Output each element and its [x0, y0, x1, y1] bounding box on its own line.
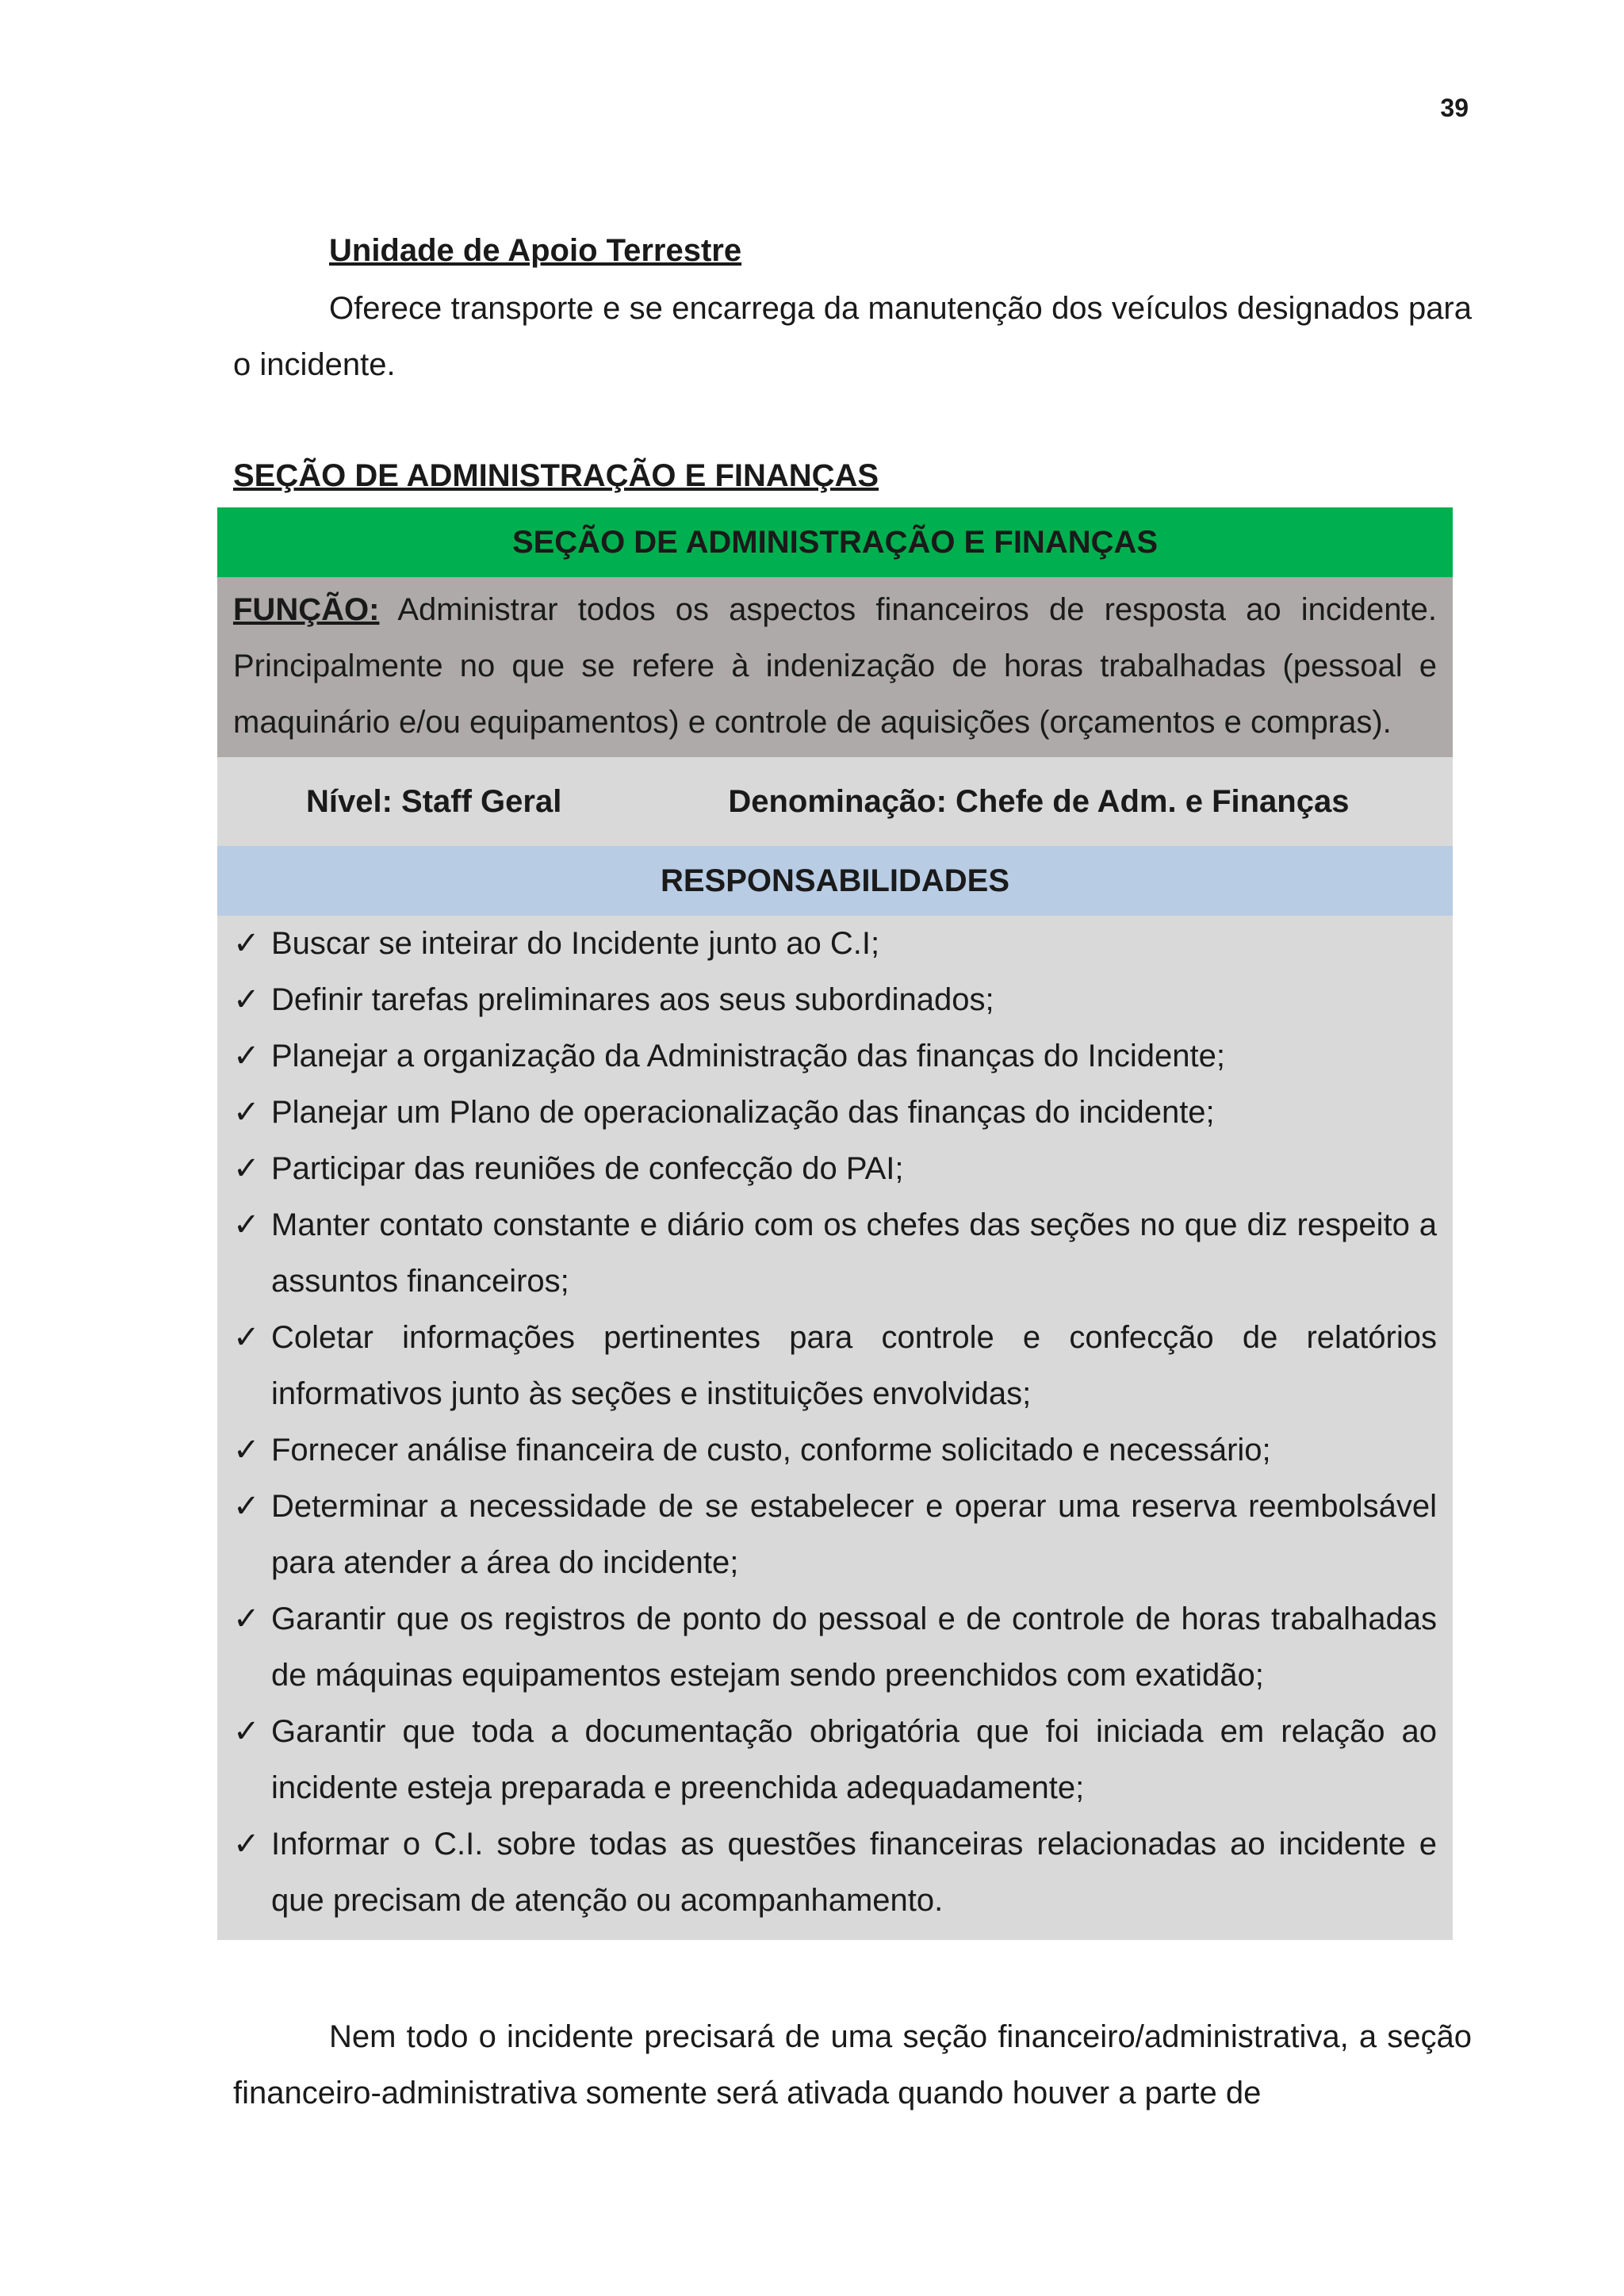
function-text: Administrar todos os aspectos financeiros de resposta ao incidente. Principalmente no que se refere à indenização de horas trabalhadas (pessoal e maquinário e/ou equipamentos) e controle de aquisições (orçamentos e compras). — [233, 592, 1437, 740]
list-item: ✓ Determinar a necessidade de se estabelecer e operar uma reserva reembolsável para atender a área do incidente; — [233, 1479, 1437, 1591]
box-header: SEÇÃO DE ADMINISTRAÇÃO E FINANÇAS — [217, 507, 1453, 577]
check-icon: ✓ — [233, 1319, 260, 1356]
check-icon: ✓ — [233, 1488, 260, 1525]
list-item: ✓ Garantir que toda a documentação obrigatória que foi iniciada em relação ao incidente esteja preparada e preenchida adequadamente; — [233, 1704, 1437, 1816]
check-icon: ✓ — [233, 1432, 260, 1468]
paragraph-ground-support: Oferece transporte e se encarrega da manutenção dos veículos designados para o incidente. — [233, 291, 1472, 382]
check-icon: ✓ — [233, 982, 260, 1018]
admin-finance-box — [217, 507, 1453, 1940]
list-item: ✓ Participar das reuniões de confecção do PAI; — [233, 1141, 1437, 1197]
subheading-ground-support-unit: Unidade de Apoio Terrestre — [329, 233, 742, 268]
responsibilities-list — [217, 916, 1453, 1940]
check-icon: ✓ — [233, 1207, 260, 1243]
list-item: ✓ Definir tarefas preliminares aos seus subordinados; — [233, 972, 1437, 1028]
check-icon: ✓ — [233, 1150, 260, 1187]
denomination-label: Denominação: Chefe de Adm. e Finanças — [728, 783, 1350, 819]
section-heading: SEÇÃO DE ADMINISTRAÇÃO E FINANÇAS — [233, 458, 879, 493]
list-item: ✓ Planejar um Plano de operacionalização das finanças do incidente; — [233, 1085, 1437, 1141]
check-icon: ✓ — [233, 1826, 260, 1862]
list-item: ✓ Coletar informações pertinentes para controle e confecção de relatórios informativos junto às seções e instituições envolvidas; — [233, 1310, 1437, 1422]
page-number: 39 — [1440, 94, 1469, 122]
level-label: Nível: Staff Geral — [306, 783, 562, 819]
responsibilities-header: RESPONSABILIDADES — [217, 846, 1453, 916]
check-icon: ✓ — [233, 1038, 260, 1074]
check-icon: ✓ — [233, 1094, 260, 1131]
list-item: ✓ Manter contato constante e diário com os chefes das seções no que diz respeito a assuntos financeiros; — [233, 1197, 1437, 1310]
function-description — [217, 577, 1453, 757]
check-icon: ✓ — [233, 925, 260, 962]
list-item: ✓ Garantir que os registros de ponto do pessoal e de controle de horas trabalhadas de máquinas equipamentos estejam sendo preenchidos com exatidão; — [233, 1591, 1437, 1704]
paragraph-admin-section-note: Nem todo o incidente precisará de uma seção financeiro/administrativa, a seção financeiro-administrativa somente será ativada quando houver a parte de — [233, 2019, 1472, 2110]
list-item: ✓ Planejar a organização da Administração das finanças do Incidente; — [233, 1028, 1437, 1085]
list-item: ✓ Buscar se inteirar do Incidente junto ao C.I; — [233, 916, 1437, 972]
list-item: ✓ Informar o C.I. sobre todas as questões financeiras relacionadas ao incidente e que precisam de atenção ou acompanhamento. — [233, 1816, 1437, 1929]
list-item: ✓ Fornecer análise financeira de custo, conforme solicitado e necessário; — [233, 1422, 1437, 1479]
function-label: FUNÇÃO: — [233, 592, 380, 627]
level-row — [217, 757, 1453, 846]
check-icon: ✓ — [233, 1601, 260, 1637]
check-icon: ✓ — [233, 1713, 260, 1750]
